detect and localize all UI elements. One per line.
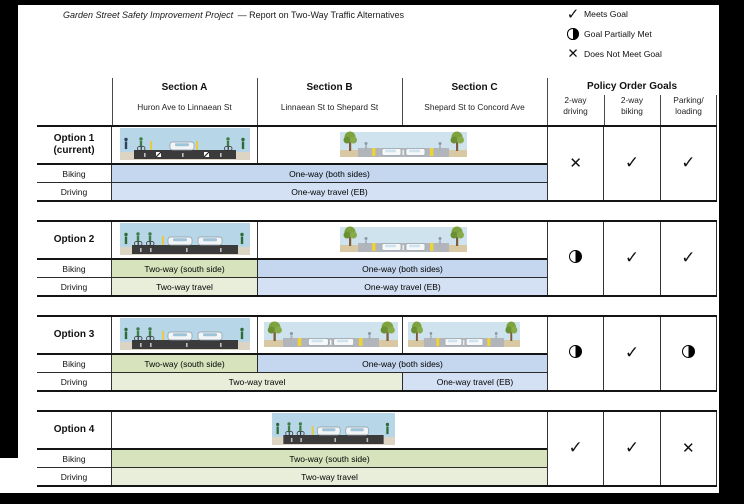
- goal-col-parking-loading: Parking/ loading: [673, 95, 704, 116]
- option-1-cross-sections: [112, 127, 547, 163]
- x-icon: [564, 47, 582, 61]
- biking-row-label: Biking: [37, 450, 112, 467]
- project-name: Garden Street Safety Improvement Project: [63, 10, 234, 20]
- legend-label: Goal Partially Met: [584, 29, 652, 39]
- check-icon: [625, 344, 639, 363]
- option-1-goals: [547, 127, 717, 200]
- table-header: [37, 78, 717, 125]
- goal-cell-2way-biking: [603, 317, 659, 390]
- check-icon: [569, 439, 583, 458]
- street-cross-section-dark-icon: [120, 223, 250, 257]
- section-b-header: Section B: [306, 82, 353, 93]
- section-c-subtitle: Shepard St to Concord Ave: [424, 102, 525, 112]
- street-cross-section-grey-icon: [408, 318, 520, 352]
- street-cross-section-dark-icon: [120, 318, 250, 352]
- driving-segment: One-way travel (EB): [257, 278, 547, 295]
- left-border-bar: [0, 0, 18, 458]
- check-icon: [681, 249, 695, 268]
- goal-cell-2way-biking: [603, 412, 659, 485]
- option-3-goals: [547, 317, 717, 390]
- option-2-block: [37, 220, 717, 297]
- street-cross-section-dark-icon: [120, 128, 250, 162]
- check-icon: [625, 249, 639, 268]
- biking-segment: Two-way (south side): [112, 355, 257, 372]
- biking-row-label: Biking: [37, 165, 112, 182]
- check-icon: [625, 439, 639, 458]
- option-1-label: Option 1 (current): [37, 127, 112, 163]
- legend-label: Meets Goal: [584, 9, 628, 19]
- section-divider: [257, 127, 258, 163]
- option-2-cross-sections: [112, 222, 547, 258]
- goal-cell-2way-driving: [547, 127, 603, 200]
- goal-cell-parking-loading: [660, 412, 717, 485]
- option-4-goals: [547, 412, 717, 485]
- option-1-block: [37, 125, 717, 202]
- goal-col-2way-driving: 2-way driving: [563, 95, 588, 116]
- goal-cell-2way-driving: [547, 222, 603, 295]
- driving-row-label: Driving: [37, 183, 112, 200]
- option-4-label: Option 4: [37, 412, 112, 448]
- bottom-border-bar: [0, 493, 744, 504]
- legend-item-notmet: [564, 44, 662, 64]
- half-circle-icon: [569, 345, 582, 363]
- biking-row-label: Biking: [37, 355, 112, 372]
- biking-segment: One-way (both sides): [257, 260, 547, 277]
- option-2-label: Option 2: [37, 222, 112, 258]
- x-icon: [682, 440, 695, 458]
- check-icon: [625, 154, 639, 173]
- section-divider: [402, 317, 403, 353]
- section-b-subtitle: Linnaean St to Shepard St: [280, 102, 379, 112]
- driving-segment: One-way travel (EB): [402, 373, 547, 390]
- biking-segment: Two-way (south side): [112, 450, 547, 467]
- legend-item-meets: [564, 4, 662, 24]
- driving-segment: Two-way travel: [112, 468, 547, 485]
- street-cross-section-dark-icon: [272, 413, 395, 447]
- option-4-cross-sections: [112, 412, 547, 448]
- goal-cell-2way-driving: [547, 317, 603, 390]
- option-3-label: Option 3: [37, 317, 112, 353]
- page-title: [63, 10, 404, 20]
- goal-cell-2way-biking: [603, 222, 659, 295]
- half-circle-icon: [569, 250, 582, 268]
- half-circle-icon: [564, 28, 582, 40]
- section-c-header: Section C: [451, 82, 498, 93]
- half-circle-icon: [682, 345, 695, 363]
- option-3-cross-sections: [112, 317, 547, 353]
- section-a-header: Section A: [161, 82, 208, 93]
- driving-segment: One-way travel (EB): [112, 183, 547, 200]
- goal-cell-parking-loading: [660, 222, 717, 295]
- driving-row-label: Driving: [37, 468, 112, 485]
- street-cross-section-grey-icon: [264, 318, 398, 352]
- option-3-block: [37, 315, 717, 392]
- driving-segment: Two-way travel: [112, 278, 257, 295]
- legend-label: Does Not Meet Goal: [584, 49, 662, 59]
- section-a-subtitle: Huron Ave to Linnaean St: [137, 102, 232, 112]
- driving-segment: Two-way travel: [112, 373, 402, 390]
- option-2-goals: [547, 222, 717, 295]
- driving-row-label: Driving: [37, 278, 112, 295]
- biking-segment: One-way (both sides): [112, 165, 547, 182]
- street-cross-section-grey-icon: [340, 223, 467, 257]
- section-divider: [257, 222, 258, 258]
- goal-legend: [564, 4, 662, 64]
- driving-row-label: Driving: [37, 373, 112, 390]
- report-subtitle: — Report on Two-Way Traffic Alternatives: [237, 10, 404, 20]
- policy-order-goals-header: Policy Order Goals: [586, 81, 678, 92]
- option-4-block: [37, 410, 717, 487]
- goal-col-2way-biking: 2-way biking: [620, 95, 644, 116]
- biking-row-label: Biking: [37, 260, 112, 277]
- biking-segment: Two-way (south side): [112, 260, 257, 277]
- check-icon: [564, 7, 582, 22]
- right-border-bar: [719, 0, 744, 504]
- check-icon: [681, 154, 695, 173]
- section-divider: [257, 317, 258, 353]
- goal-cell-parking-loading: [660, 317, 717, 390]
- street-cross-section-grey-icon: [340, 128, 467, 162]
- goal-cell-2way-biking: [603, 127, 659, 200]
- goal-cell-parking-loading: [660, 127, 717, 200]
- goal-cell-2way-driving: [547, 412, 603, 485]
- x-icon: [569, 155, 582, 173]
- legend-item-partial: [564, 24, 662, 44]
- biking-segment: One-way (both sides): [257, 355, 547, 372]
